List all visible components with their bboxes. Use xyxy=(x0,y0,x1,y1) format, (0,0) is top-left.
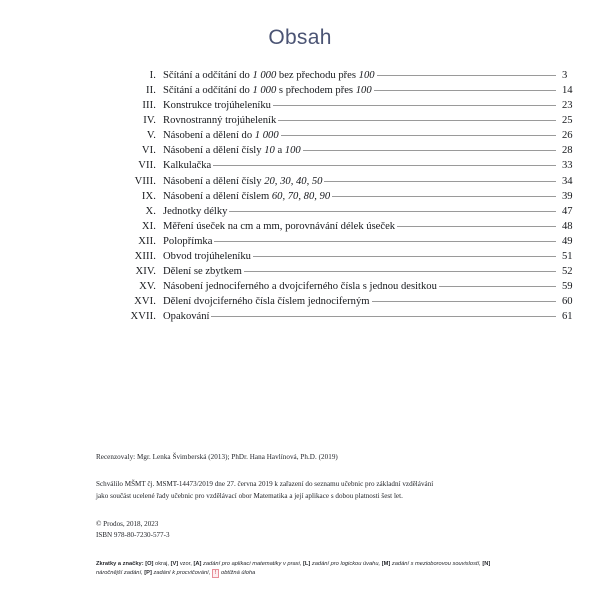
toc-entry-page-number: 51 xyxy=(562,250,573,262)
toc-entry-numeral: VIII. xyxy=(134,175,156,187)
toc-entry-page-number: 23 xyxy=(562,100,573,112)
toc-leader-line xyxy=(397,218,556,229)
toc-leader-line xyxy=(253,248,556,259)
toc-entry-numeral: XIV. xyxy=(135,265,156,277)
toc-entry[interactable] xyxy=(0,188,600,203)
toc-entry-label: Měření úseček na cm a mm, porovnávání délek úseček xyxy=(163,220,396,232)
toc-leader-line xyxy=(229,203,556,214)
toc-entry[interactable] xyxy=(0,157,600,172)
isbn-line: ISBN 978-80-7230-577-3 xyxy=(96,531,170,540)
legend-code: [O] xyxy=(145,560,154,567)
toc-entry[interactable] xyxy=(0,218,600,233)
toc-entry[interactable] xyxy=(0,233,600,248)
toc-entry-page-number: 47 xyxy=(562,205,573,217)
toc-entry-label: Násobení a dělení do 1 000 xyxy=(163,130,279,142)
toc-entry-page-number: 25 xyxy=(562,115,573,127)
toc-entry-label: Násobení jednociferného a dvojciferného čísla s jednou desitkou xyxy=(163,280,437,292)
toc-entry-numeral: XVI. xyxy=(134,295,156,307)
toc-entry-numeral: XV. xyxy=(139,280,156,292)
toc-entry-page-number: 14 xyxy=(562,85,573,97)
toc-entry-label: Sčítání a odčítání do 1 000 bez přechodu přes 100 xyxy=(163,70,375,82)
toc-entry[interactable] xyxy=(0,248,600,263)
toc-entry-numeral: IX. xyxy=(141,190,156,202)
legend-description: náročnější zadání, xyxy=(96,569,143,576)
toc-entry[interactable] xyxy=(0,112,600,127)
toc-entry-page-number: 3 xyxy=(562,70,568,82)
toc-entry[interactable] xyxy=(0,82,600,97)
legend-code: [L] xyxy=(302,560,311,567)
toc-entry-label: Násobení a dělení číslem 60, 70, 80, 90 xyxy=(163,190,331,202)
toc-entry[interactable] xyxy=(0,263,600,278)
toc-entry-label: Násobení a dělení čísly 20, 30, 40, 50 xyxy=(163,175,323,187)
legend-description: zadání k procvičování, xyxy=(153,569,211,576)
reviewers-line: Recenzovaly: Mgr. Lenka Švimberská (2013); PhDr. Hana Havlínová, Ph.D. (2019) xyxy=(96,453,338,461)
toc-leader-line xyxy=(377,67,556,78)
toc-leader-line xyxy=(213,157,556,168)
legend-title: Zkratky a značky: xyxy=(96,560,144,567)
legend-code: [A] xyxy=(193,560,202,567)
toc-entry-numeral: I. xyxy=(149,70,156,82)
legend-code: [V] xyxy=(170,560,179,567)
legend-code: [P] xyxy=(144,569,152,576)
toc-entry-numeral: XII. xyxy=(138,235,156,247)
toc-entry[interactable] xyxy=(0,173,600,188)
toc-entry-numeral: V. xyxy=(146,130,156,142)
toc-entry-numeral: XIII. xyxy=(134,250,156,262)
approval-line-2: jako součást ucelené řady učebnic pro vzdělávací obor Matematika a její aplikace s dobou platnosti šest let. xyxy=(96,491,403,500)
legend-description: vzor, xyxy=(179,560,192,567)
toc-entry-label: Opakování xyxy=(163,310,210,322)
toc-entry-label: Rovnostranný trojúheleník xyxy=(163,115,277,127)
legend-description: okraj, xyxy=(155,560,169,567)
toc-leader-line xyxy=(439,278,556,289)
toc-entry-page-number: 33 xyxy=(562,160,573,172)
toc-entry-label: Kalkulačka xyxy=(163,160,212,172)
toc-entry[interactable] xyxy=(0,142,600,157)
toc-entry-label: Polopřímka xyxy=(163,235,213,247)
toc-entry-page-number: 61 xyxy=(562,310,573,322)
table-of-contents xyxy=(0,50,600,323)
toc-entry-page-number: 52 xyxy=(562,265,573,277)
toc-entry-label: Obvod trojúheleníku xyxy=(163,250,251,262)
toc-leader-line xyxy=(214,233,556,244)
toc-entry-page-number: 48 xyxy=(562,220,573,232)
toc-entry-numeral: VII. xyxy=(138,160,156,172)
toc-leader-line xyxy=(374,82,556,93)
legend-description: zadání s mezioborovou souvislostí, xyxy=(391,560,481,567)
toc-entry-numeral: XI. xyxy=(141,220,156,232)
approval-paragraph xyxy=(96,462,510,502)
legend-code: [N] xyxy=(482,560,491,567)
toc-entry-page-number: 39 xyxy=(562,190,573,202)
toc-entry[interactable] xyxy=(0,308,600,323)
toc-entry-page-number: 28 xyxy=(562,145,573,157)
toc-leader-line xyxy=(211,308,556,319)
toc-leader-line xyxy=(372,293,556,304)
toc-entry-page-number: 59 xyxy=(562,280,573,292)
toc-entry-label: Dělení dvojciferného čísla číslem jednociferným xyxy=(163,295,370,307)
toc-leader-line xyxy=(303,142,556,153)
approval-line-1: Schválilo MŠMT čj. MSMT-14473/2019 dne 27. června 2019 k zařazení do seznamu učebnic pro základní vzdělávání xyxy=(96,480,434,488)
toc-leader-line xyxy=(324,173,556,184)
page-footer xyxy=(0,452,600,578)
toc-entry[interactable] xyxy=(0,278,600,293)
legend-badge-description: obtížná úloha xyxy=(221,569,256,576)
toc-entry-page-number: 49 xyxy=(562,235,573,247)
toc-leader-line xyxy=(332,188,556,199)
toc-entry-label: Dělení se zbytkem xyxy=(163,265,242,277)
legend-abbreviations xyxy=(96,542,510,578)
toc-leader-line xyxy=(278,112,556,123)
toc-entry[interactable] xyxy=(0,293,600,308)
toc-entry-label: Násobení a dělení čísly 10 a 100 xyxy=(163,145,301,157)
toc-entry[interactable] xyxy=(0,97,600,112)
toc-entry[interactable] xyxy=(0,67,600,82)
toc-entry-numeral: III. xyxy=(142,100,156,112)
toc-entry-page-number: 34 xyxy=(562,175,573,187)
toc-entry-numeral: IV. xyxy=(143,115,156,127)
toc-entry-numeral: XVII. xyxy=(130,310,156,322)
imprint-block xyxy=(96,502,510,541)
toc-entry[interactable] xyxy=(0,127,600,142)
toc-entry-numeral: VI. xyxy=(141,145,156,157)
toc-entry-numeral: II. xyxy=(145,85,156,97)
toc-entry-page-number: 60 xyxy=(562,295,573,307)
page-title: Obsah xyxy=(268,26,332,49)
toc-entry[interactable] xyxy=(0,203,600,218)
legend-description: zadání pro aplikaci matematiky v praxi, xyxy=(203,560,302,567)
copyright-line: © Prodos, 2018, 2023 xyxy=(96,520,159,529)
legend-description: zadání pro logickou úvahu, xyxy=(311,560,381,567)
toc-leader-line xyxy=(281,127,556,138)
toc-leader-line xyxy=(244,263,556,274)
legend-code: [M] xyxy=(381,560,391,567)
toc-entry-page-number: 26 xyxy=(562,130,573,142)
toc-entry-label: Jednotky délky xyxy=(163,205,228,217)
toc-entry-numeral: X. xyxy=(145,205,156,217)
toc-entry-label: Sčítání a odčítání do 1 000 s přechodem přes 100 xyxy=(163,85,372,97)
toc-entry-label: Konstrukce trojúheleníku xyxy=(163,100,271,112)
difficult-task-badge-icon: ! xyxy=(212,569,219,577)
toc-leader-line xyxy=(273,97,556,108)
